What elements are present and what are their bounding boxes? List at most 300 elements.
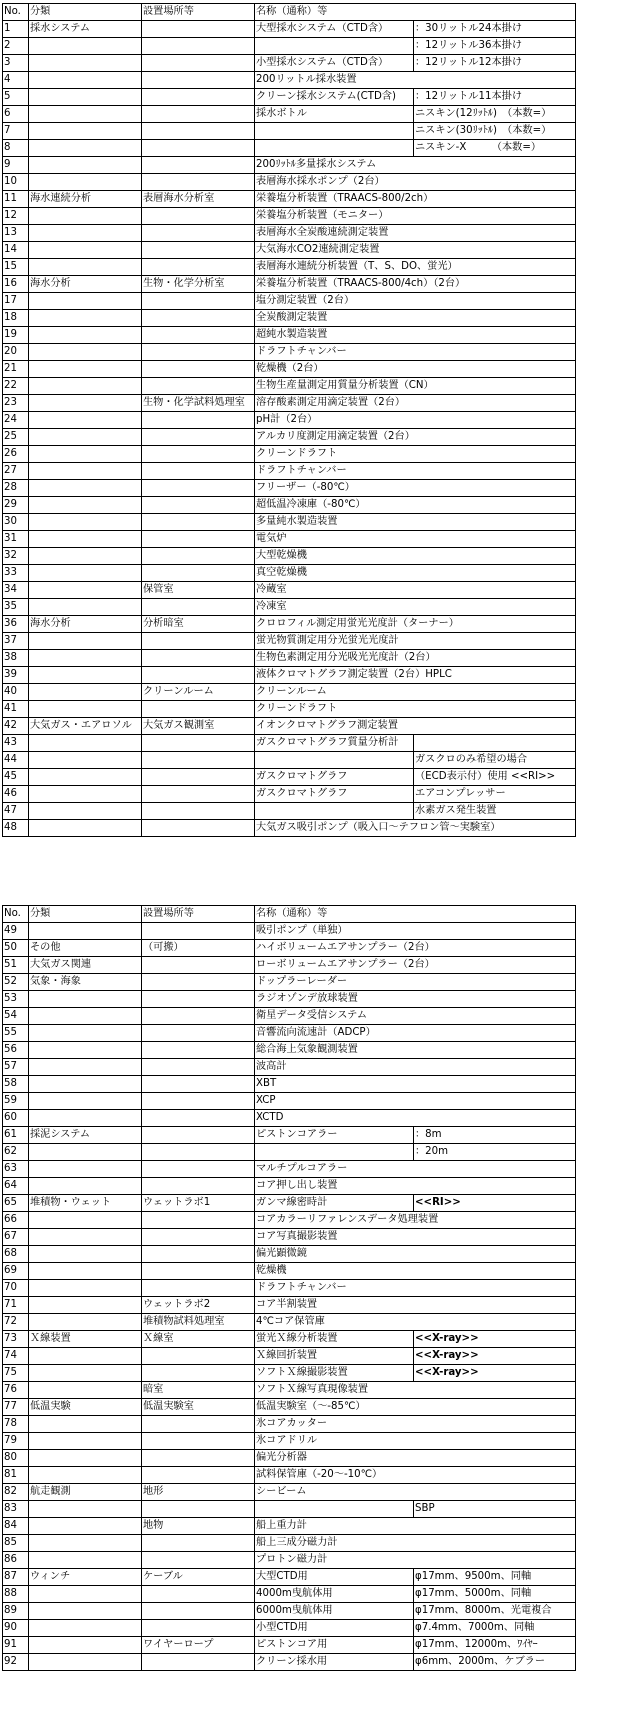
equipment-name-cell: XCP [255, 1093, 576, 1110]
equipment-name-cell: ドラフトチャンバー [255, 463, 576, 480]
detail-cell: <<X-ray>> [414, 1365, 576, 1382]
table-row [3, 1620, 576, 1637]
location-cell [142, 1263, 255, 1280]
location-cell [142, 361, 255, 378]
category-cell [29, 582, 142, 599]
detail-cell: φ17mm、9500m、同軸 [414, 1569, 576, 1586]
row-number: 66 [3, 1212, 29, 1229]
equipment-name-cell: イオンクロマトグラフ測定装置 [255, 718, 576, 735]
table-row [3, 531, 576, 548]
category-cell [29, 1263, 142, 1280]
table-row [3, 1433, 576, 1450]
category-cell [29, 1501, 142, 1518]
equipment-name-cell: 塩分測定装置（2台） [255, 293, 576, 310]
row-number: 20 [3, 344, 29, 361]
equipment-name-cell: 音響流向流速計（ADCP） [255, 1025, 576, 1042]
table-row [3, 1229, 576, 1246]
equipment-name-cell [255, 752, 414, 769]
row-number: 15 [3, 259, 29, 276]
row-number: 62 [3, 1144, 29, 1161]
table-row [3, 1467, 576, 1484]
table-row [3, 633, 576, 650]
detail-cell: ：8m [414, 1127, 576, 1144]
category-cell [29, 1433, 142, 1450]
location-cell [142, 1416, 255, 1433]
category-cell [29, 140, 142, 157]
equipment-name-cell: クリーン採水用 [255, 1654, 414, 1671]
row-number: 56 [3, 1042, 29, 1059]
location-cell [142, 1433, 255, 1450]
location-cell: 保管室 [142, 582, 255, 599]
category-cell [29, 361, 142, 378]
equipment-name-cell [255, 123, 414, 140]
equipment-name-cell: ピストンコア用 [255, 1637, 414, 1654]
location-cell [142, 1110, 255, 1127]
category-cell: その他 [29, 940, 142, 957]
location-cell: （可搬） [142, 940, 255, 957]
row-number: 29 [3, 497, 29, 514]
equipment-name-cell: 偏光顕微鏡 [255, 1246, 576, 1263]
equipment-name-cell: 全炭酸測定装置 [255, 310, 576, 327]
equipment-name-cell: 大型乾燥機 [255, 548, 576, 565]
location-cell [142, 480, 255, 497]
equipment-name-cell: 波高計 [255, 1059, 576, 1076]
table-row [3, 1042, 576, 1059]
equipment-name-cell: 電気炉 [255, 531, 576, 548]
table-row [3, 259, 576, 276]
category-cell: 大気ガス関連 [29, 957, 142, 974]
category-cell: 採水システム [29, 21, 142, 38]
table-row [3, 123, 576, 140]
location-cell [142, 548, 255, 565]
table-row [3, 1484, 576, 1501]
equipment-name-cell: 吸引ポンプ（単独） [255, 923, 576, 940]
table-row [3, 599, 576, 616]
location-cell: クリーンルーム [142, 684, 255, 701]
category-cell [29, 1110, 142, 1127]
location-cell [142, 1076, 255, 1093]
category-cell [29, 633, 142, 650]
table-row [3, 276, 576, 293]
location-cell [142, 599, 255, 616]
row-number: 77 [3, 1399, 29, 1416]
row-number: 90 [3, 1620, 29, 1637]
table-row [3, 974, 576, 991]
table-row [3, 820, 576, 837]
equipment-name-cell: 乾燥機（2台） [255, 361, 576, 378]
equipment-name-cell: クリーンルーム [255, 684, 576, 701]
table-row [3, 378, 576, 395]
category-cell [29, 1518, 142, 1535]
table-row [3, 89, 576, 106]
table-row [3, 1212, 576, 1229]
location-cell [142, 21, 255, 38]
detail-cell: <<X-ray>> [414, 1348, 576, 1365]
location-cell [142, 1246, 255, 1263]
location-cell: ウェットラボ1 [142, 1195, 255, 1212]
row-number: 44 [3, 752, 29, 769]
equipment-name-cell [255, 38, 414, 55]
location-cell [142, 225, 255, 242]
table-row [3, 514, 576, 531]
category-cell [29, 1314, 142, 1331]
location-cell [142, 1008, 255, 1025]
table-row [3, 1246, 576, 1263]
location-cell [142, 923, 255, 940]
row-number: 63 [3, 1161, 29, 1178]
row-number: 21 [3, 361, 29, 378]
detail-cell: SBP [414, 1501, 576, 1518]
category-cell [29, 1059, 142, 1076]
category-cell [29, 752, 142, 769]
table-row [3, 1280, 576, 1297]
row-number: 41 [3, 701, 29, 718]
detail-cell: φ6mm、2000m、ケブラー [414, 1654, 576, 1671]
equipment-name-cell: ガスクロマトグラフ [255, 769, 414, 786]
equipment-name-cell: 採水ボトル [255, 106, 414, 123]
row-number: 72 [3, 1314, 29, 1331]
detail-cell: エアコンプレッサー [414, 786, 576, 803]
category-cell [29, 803, 142, 820]
location-cell [142, 38, 255, 55]
row-number: 25 [3, 429, 29, 446]
table-row [3, 72, 576, 89]
table-row [3, 548, 576, 565]
row-number: 22 [3, 378, 29, 395]
equipment-name-cell: 氷コアカッター [255, 1416, 576, 1433]
row-number: 91 [3, 1637, 29, 1654]
location-cell [142, 701, 255, 718]
row-number: 58 [3, 1076, 29, 1093]
location-cell: ワイヤーロープ [142, 1637, 255, 1654]
location-cell [142, 1365, 255, 1382]
row-number: 75 [3, 1365, 29, 1382]
table-row [3, 701, 576, 718]
location-cell [142, 123, 255, 140]
table-row [3, 1654, 576, 1671]
table-row [3, 769, 576, 786]
header-location: 設置場所等 [142, 906, 255, 923]
table-row [3, 242, 576, 259]
category-cell: 海水連続分析 [29, 191, 142, 208]
detail-cell: ニスキン(30ﾘｯﾄﾙ) （本数=） [414, 123, 576, 140]
detail-cell: <<RI>> [414, 1195, 576, 1212]
category-cell [29, 1365, 142, 1382]
row-number: 30 [3, 514, 29, 531]
equipment-name-cell: 船上三成分磁力計 [255, 1535, 576, 1552]
row-number: 64 [3, 1178, 29, 1195]
location-cell [142, 1127, 255, 1144]
category-cell [29, 157, 142, 174]
location-cell [142, 786, 255, 803]
category-cell [29, 72, 142, 89]
category-cell [29, 684, 142, 701]
row-number: 19 [3, 327, 29, 344]
location-cell [142, 565, 255, 582]
location-cell [142, 1348, 255, 1365]
equipment-name-cell: 冷蔵室 [255, 582, 576, 599]
category-cell [29, 208, 142, 225]
row-number: 37 [3, 633, 29, 650]
location-cell: 表層海水分析室 [142, 191, 255, 208]
row-number: 43 [3, 735, 29, 752]
row-number: 59 [3, 1093, 29, 1110]
equipment-name-cell: 表層海水連続分析装置（T、S、DO、蛍光） [255, 259, 576, 276]
category-cell [29, 1093, 142, 1110]
row-number: 78 [3, 1416, 29, 1433]
table-row [3, 667, 576, 684]
location-cell [142, 1229, 255, 1246]
detail-cell: ガスクロのみ希望の場合 [414, 752, 576, 769]
location-cell [142, 412, 255, 429]
equipment-name-cell: 衛星データ受信システム [255, 1008, 576, 1025]
header-no: No. [3, 906, 29, 923]
row-number: 5 [3, 89, 29, 106]
table-row [3, 1569, 576, 1586]
row-number: 3 [3, 55, 29, 72]
table-row [3, 1535, 576, 1552]
row-number: 18 [3, 310, 29, 327]
category-cell [29, 769, 142, 786]
detail-cell: φ7.4mm、7000m、同軸 [414, 1620, 576, 1637]
table-row [3, 140, 576, 157]
header-row [3, 4, 576, 21]
category-cell [29, 174, 142, 191]
category-cell [29, 820, 142, 837]
location-cell [142, 106, 255, 123]
header-row [3, 906, 576, 923]
equipment-name-cell: 栄養塩分析装置（TRAACS-800/4ch）（2台） [255, 276, 576, 293]
location-cell: 生物・化学分析室 [142, 276, 255, 293]
category-cell: 航走観測 [29, 1484, 142, 1501]
table-row [3, 1059, 576, 1076]
category-cell [29, 650, 142, 667]
detail-cell: ：20m [414, 1144, 576, 1161]
equipment-name-cell [255, 1501, 414, 1518]
category-cell: 採泥システム [29, 1127, 142, 1144]
equipment-name-cell: 偏光分析器 [255, 1450, 576, 1467]
equipment-name-cell: プロトン磁力計 [255, 1552, 576, 1569]
category-cell [29, 344, 142, 361]
location-cell [142, 1161, 255, 1178]
row-number: 87 [3, 1569, 29, 1586]
location-cell [142, 1620, 255, 1637]
location-cell [142, 1025, 255, 1042]
equipment-name-cell: Ｘ線回折装置 [255, 1348, 414, 1365]
detail-cell: （ECD表示付）使用 <<RI>> [414, 769, 576, 786]
table-row [3, 1178, 576, 1195]
row-number: 4 [3, 72, 29, 89]
table-row [3, 480, 576, 497]
row-number: 92 [3, 1654, 29, 1671]
category-cell [29, 259, 142, 276]
row-number: 13 [3, 225, 29, 242]
category-cell [29, 1586, 142, 1603]
row-number: 84 [3, 1518, 29, 1535]
category-cell [29, 310, 142, 327]
category-cell [29, 1280, 142, 1297]
row-number: 81 [3, 1467, 29, 1484]
location-cell [142, 55, 255, 72]
location-cell [142, 429, 255, 446]
table-row [3, 786, 576, 803]
row-number: 17 [3, 293, 29, 310]
location-cell [142, 208, 255, 225]
category-cell [29, 1042, 142, 1059]
row-number: 28 [3, 480, 29, 497]
category-cell [29, 991, 142, 1008]
table-row [3, 735, 576, 752]
location-cell [142, 1535, 255, 1552]
table-row [3, 1144, 576, 1161]
table-row [3, 957, 576, 974]
category-cell [29, 514, 142, 531]
equipment-name-cell: 氷コアドリル [255, 1433, 576, 1450]
table-row [3, 1195, 576, 1212]
detail-cell: <<X-ray>> [414, 1331, 576, 1348]
equipment-name-cell: 小型採水システム（CTD含） [255, 55, 414, 72]
location-cell [142, 1467, 255, 1484]
category-cell [29, 446, 142, 463]
row-number: 26 [3, 446, 29, 463]
location-cell [142, 633, 255, 650]
equipment-name-cell: 200リットル採水装置 [255, 72, 576, 89]
location-cell: Ｘ線室 [142, 1331, 255, 1348]
location-cell: 地物 [142, 1518, 255, 1535]
location-cell [142, 89, 255, 106]
equipment-name-cell: 4℃コア保管庫 [255, 1314, 576, 1331]
equipment-name-cell: コアカラーリファレンスデータ処理装置 [255, 1212, 576, 1229]
table-row [3, 1603, 576, 1620]
location-cell [142, 1144, 255, 1161]
detail-cell: φ17mm、12000m、ﾜｲﾔｰ [414, 1637, 576, 1654]
location-cell [142, 957, 255, 974]
row-number: 83 [3, 1501, 29, 1518]
location-cell [142, 1552, 255, 1569]
equipment-name-cell: XBT [255, 1076, 576, 1093]
category-cell [29, 1348, 142, 1365]
location-cell [142, 667, 255, 684]
row-number: 39 [3, 667, 29, 684]
row-number: 85 [3, 1535, 29, 1552]
table-row [3, 106, 576, 123]
row-number: 80 [3, 1450, 29, 1467]
category-cell [29, 242, 142, 259]
equipment-name-cell: ソフトＸ線撮影装置 [255, 1365, 414, 1382]
row-number: 57 [3, 1059, 29, 1076]
row-number: 12 [3, 208, 29, 225]
location-cell [142, 293, 255, 310]
category-cell [29, 89, 142, 106]
row-number: 14 [3, 242, 29, 259]
location-cell [142, 974, 255, 991]
table-row [3, 1093, 576, 1110]
equipment-name-cell [255, 140, 414, 157]
row-number: 48 [3, 820, 29, 837]
equipment-name-cell: ハイボリュームエアサンプラー（2台） [255, 940, 576, 957]
location-cell [142, 1280, 255, 1297]
equipment-name-cell: クリーンドラフト [255, 701, 576, 718]
location-cell [142, 497, 255, 514]
equipment-name-cell: 栄養塩分析装置（TRAACS-800/2ch） [255, 191, 576, 208]
table-row [3, 940, 576, 957]
category-cell [29, 565, 142, 582]
table-row [3, 991, 576, 1008]
location-cell [142, 1586, 255, 1603]
table-row [3, 1552, 576, 1569]
row-number: 35 [3, 599, 29, 616]
row-number: 82 [3, 1484, 29, 1501]
equipment-name-cell: コア写真撮影装置 [255, 1229, 576, 1246]
table-row [3, 412, 576, 429]
category-cell [29, 1416, 142, 1433]
table-row [3, 395, 576, 412]
table-row [3, 582, 576, 599]
row-number: 71 [3, 1297, 29, 1314]
location-cell [142, 1501, 255, 1518]
detail-cell: ：12リットル11本掛け [414, 89, 576, 106]
location-cell [142, 1093, 255, 1110]
location-cell [142, 803, 255, 820]
equipment-name-cell: ガンマ線密時計 [255, 1195, 414, 1212]
category-cell [29, 1229, 142, 1246]
equipment-name-cell: クリーン採水システム(CTD含) [255, 89, 414, 106]
category-cell [29, 429, 142, 446]
table-row [3, 1076, 576, 1093]
table-row [3, 293, 576, 310]
location-cell: 分析暗室 [142, 616, 255, 633]
equipment-name-cell: 小型CTD用 [255, 1620, 414, 1637]
category-cell [29, 531, 142, 548]
row-number: 70 [3, 1280, 29, 1297]
equipment-name-cell: XCTD [255, 1110, 576, 1127]
category-cell [29, 1297, 142, 1314]
equipment-table-1-body [3, 4, 576, 837]
location-cell [142, 531, 255, 548]
equipment-name-cell: コア押し出し装置 [255, 1178, 576, 1195]
row-number: 49 [3, 923, 29, 940]
row-number: 40 [3, 684, 29, 701]
equipment-name-cell: ガスクロマトグラフ [255, 786, 414, 803]
table-row [3, 38, 576, 55]
equipment-name-cell: 表層海水採水ポンプ（2台） [255, 174, 576, 191]
location-cell [142, 446, 255, 463]
row-number: 11 [3, 191, 29, 208]
row-number: 31 [3, 531, 29, 548]
equipment-name-cell: 超低温冷凍庫（-80℃） [255, 497, 576, 514]
row-number: 54 [3, 1008, 29, 1025]
table-row [3, 446, 576, 463]
equipment-table-1 [2, 3, 576, 837]
table-row [3, 310, 576, 327]
header-name: 名称（通称）等 [255, 906, 576, 923]
location-cell [142, 72, 255, 89]
table-row [3, 1263, 576, 1280]
table-row [3, 923, 576, 940]
location-cell [142, 327, 255, 344]
location-cell [142, 769, 255, 786]
category-cell: ウィンチ [29, 1569, 142, 1586]
category-cell [29, 293, 142, 310]
table-row [3, 21, 576, 38]
equipment-name-cell: 表層海水全炭酸連続測定装置 [255, 225, 576, 242]
row-number: 27 [3, 463, 29, 480]
category-cell [29, 1637, 142, 1654]
detail-cell: ニスキン-X （本数=） [414, 140, 576, 157]
table-row [3, 1450, 576, 1467]
location-cell [142, 514, 255, 531]
row-number: 51 [3, 957, 29, 974]
